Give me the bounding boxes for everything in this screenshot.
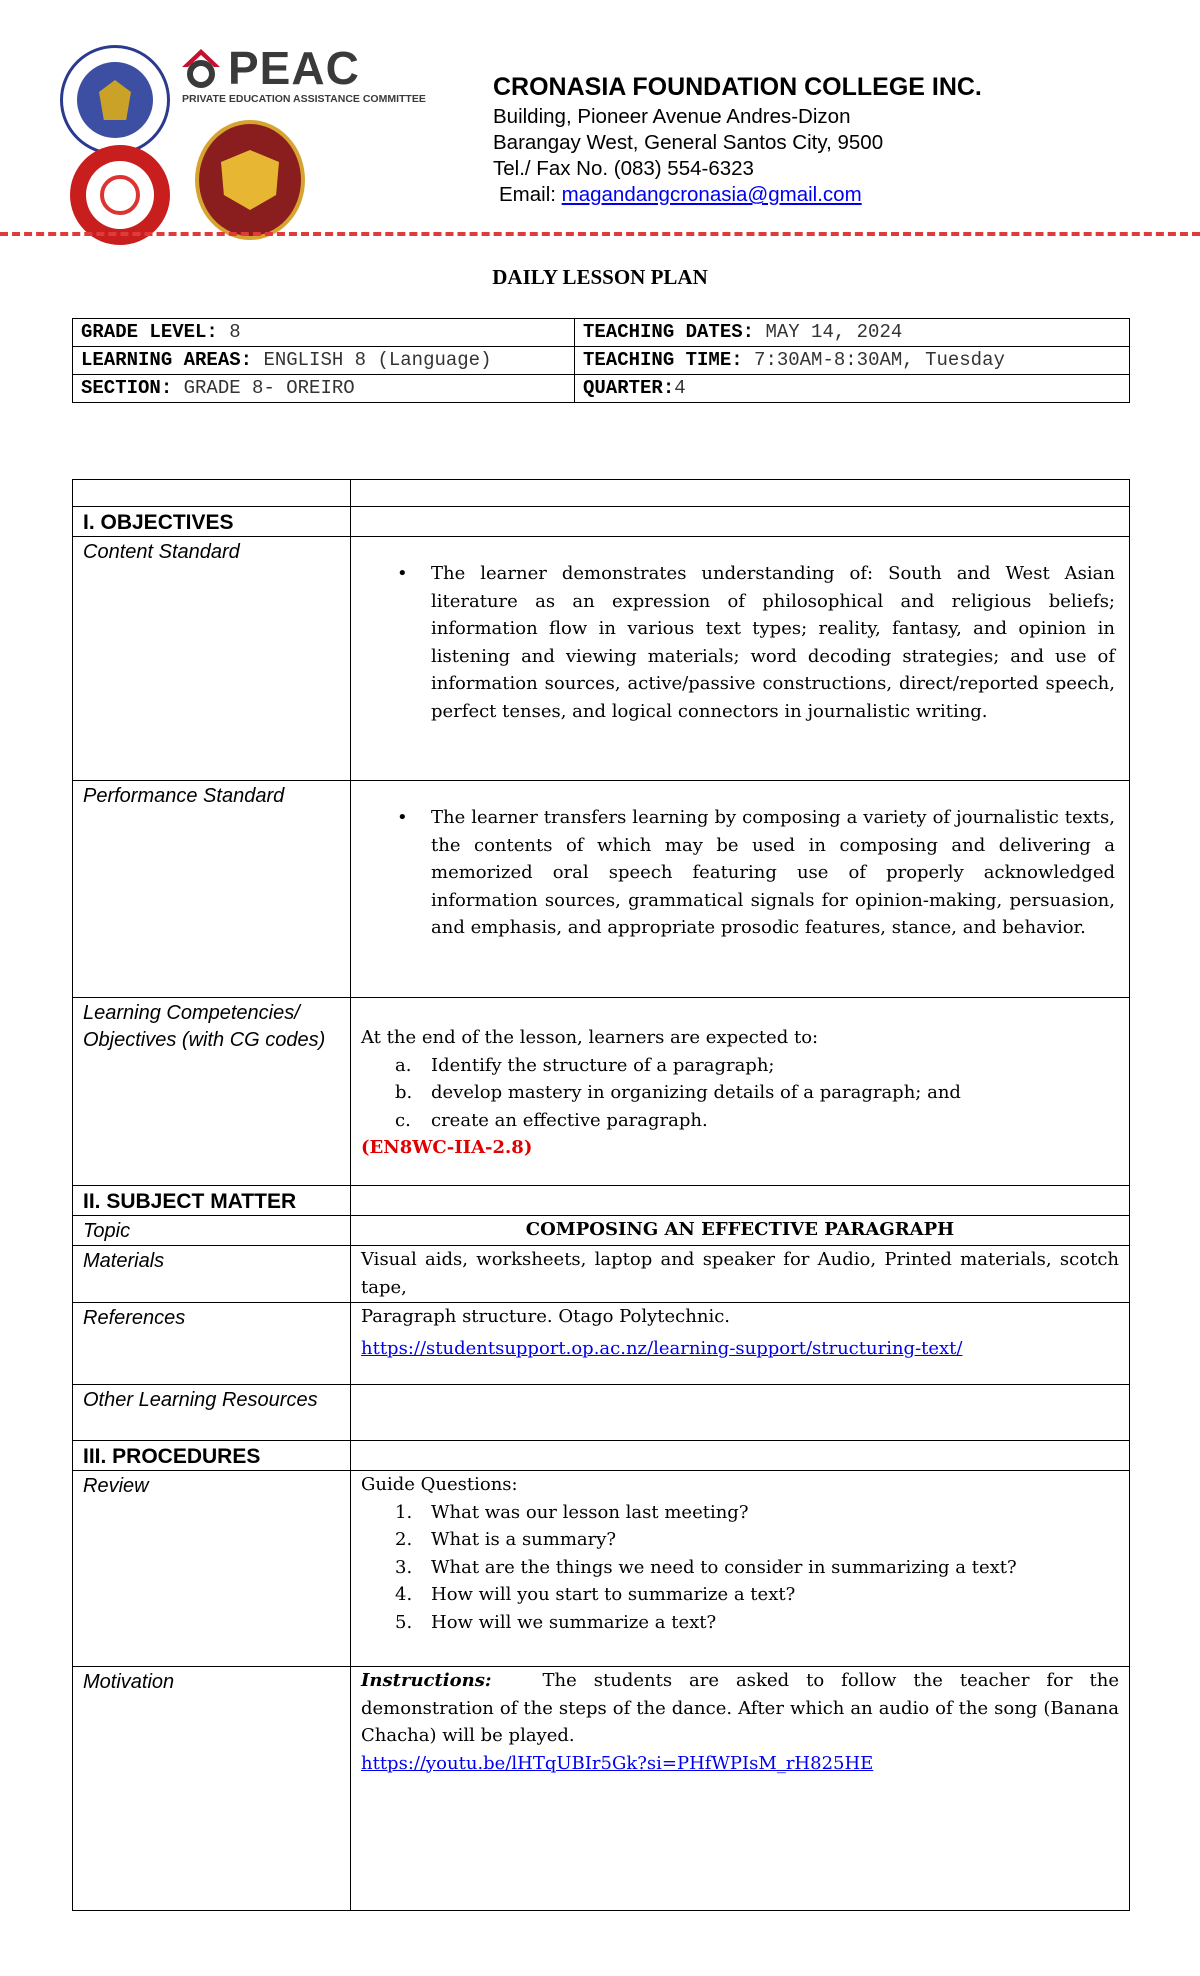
materials-value: Visual aids, worksheets, laptop and speaker for Audio, Printed materials, scotch tape, [351,1246,1130,1303]
school-info [493,72,982,208]
content-standard-cell [351,537,1130,781]
topic-label: Topic [73,1216,351,1246]
blank-cell [351,1385,1130,1441]
list-item: 1. What was our lesson last meeting? [395,1501,749,1523]
motivation-link[interactable]: https://youtu.be/lHTqUBIr5Gk?si=PHfWPIsM_rH825HE [361,1752,874,1774]
header-logos [60,40,426,240]
quarter-value: 4 [674,377,686,399]
objectives-heading: I. OBJECTIVES [73,507,351,537]
references-link[interactable]: https://studentsupport.op.ac.nz/learning-support/structuring-text/ [361,1337,963,1359]
competencies-label: Learning Competencies/ Objectives (with CG codes) [73,998,351,1186]
subject-matter-heading: II. SUBJECT MATTER [73,1186,351,1216]
list-item: b. develop mastery in organizing details of a paragraph; and [395,1082,961,1103]
blank-cell [351,1186,1130,1216]
performance-standard-cell [351,781,1130,998]
email-link[interactable]: magandangcronasia@gmail.com [561,183,862,206]
list-item: 5. How will we summarize a text? [395,1611,717,1633]
teaching-time-value: 7:30AM-8:30AM, Tuesday [754,349,1005,371]
list-item: 2. What is a summary? [395,1529,617,1550]
review-intro: Guide Questions: [361,1474,518,1495]
grade-level-cell: GRADE LEVEL: 8 [73,319,575,347]
list-item: 4. How will you start to summarize a text? [395,1584,796,1605]
cg-code: (EN8WC-IIA-2.8) [361,1137,533,1158]
school-name: CRONASIA FOUNDATION COLLEGE INC. [493,73,982,101]
college-seal-logo [195,120,305,240]
peac-wordmark: PEAC [228,42,360,94]
quarter-cell: QUARTER:4 [575,375,1130,403]
phone-line: Tel./ Fax No. (083) 554-6323 [493,157,754,180]
materials-label: Materials [73,1246,351,1303]
page-title: DAILY LESSON PLAN [492,265,708,289]
learning-areas-cell: LEARNING AREAS: ENGLISH 8 (Language) [73,347,575,375]
blank-cell [351,507,1130,537]
lesson-plan-table [72,479,1130,1911]
section-cell: SECTION: GRADE 8- OREIRO [73,375,575,403]
address-line-2: Barangay West, General Santos City, 9500 [493,131,884,154]
learning-areas-value: ENGLISH 8 (Language) [263,349,492,371]
deped-seal-logo [60,45,170,155]
review-cell [351,1471,1130,1667]
motivation-label: Motivation [73,1667,351,1911]
motivation-instructions-label: Instructions: [361,1670,492,1691]
review-questions-list [361,1499,1119,1637]
teaching-time-cell: TEACHING TIME: 7:30AM-8:30AM, Tuesday [575,347,1130,375]
performance-standard-label: Performance Standard [73,781,351,998]
content-standard-label: Content Standard [73,537,351,781]
teaching-dates-value: MAY 14, 2024 [765,321,903,343]
references-label: References [73,1303,351,1385]
peac-subtitle: PRIVATE EDUCATION ASSISTANCE COMMITTEE [182,93,426,105]
blank-cell [73,480,351,507]
motivation-text: Instructions: The students are asked to follow the teacher for the demonstration of the steps of the dance. After which an audio of the song (Banana Chacha) will be played. [361,1670,1119,1746]
section-value: GRADE 8- OREIRO [183,377,355,399]
references-text: Paragraph structure. Otago Polytechnic. [361,1306,730,1327]
performance-standard-text: • The learner transfers learning by composing a variety of journalistic texts, the contents of which may be used in composing and delivering a memorized oral speech featuring use of properly acknowledged information sources, grammatical signals for opinion-making, persuasion, and emphasis, and appropriate prosodic features, stance, and behavior. [361,804,1119,942]
lesson-info-table [72,318,1130,403]
email-label: Email: [499,183,562,206]
address-line-1: Building, Pioneer Avenue Andres-Dizon [493,105,851,128]
competencies-intro: At the end of the lesson, learners are expected to: [361,1027,819,1048]
list-item: a. Identify the structure of a paragraph; [395,1054,775,1076]
competencies-cell [351,998,1130,1186]
header-divider [0,232,1200,236]
peac-house-icon [180,47,222,89]
email-line [493,182,982,208]
grade-level-value: 8 [229,321,241,343]
cfc-seal-logo [70,145,170,245]
blank-cell [351,480,1130,507]
procedures-heading: III. PROCEDURES [73,1441,351,1471]
blank-cell [351,1441,1130,1471]
list-item: 3. What are the things we need to consider in summarizing a text? [395,1556,1017,1578]
competencies-list [361,1052,1119,1135]
content-standard-text: • The learner demonstrates understanding of: South and West Asian literature as an expression of philosophical and religious beliefs; information flow in various text types; reality, fantasy, and opinion in listening and viewing materials; word decoding strategies; and use of information sources, active/passive constructions, direct/reported speech, perfect tenses, and logical connectors in journalistic writing. [361,560,1119,725]
list-item: c. create an effective paragraph. [395,1109,708,1131]
peac-logo [180,42,426,105]
topic-value: COMPOSING AN EFFECTIVE PARAGRAPH [351,1216,1130,1246]
review-label: Review [73,1471,351,1667]
teaching-dates-cell: TEACHING DATES: MAY 14, 2024 [575,319,1130,347]
references-cell [351,1303,1130,1385]
other-resources-label: Other Learning Resources [73,1385,351,1441]
motivation-cell [351,1667,1130,1911]
